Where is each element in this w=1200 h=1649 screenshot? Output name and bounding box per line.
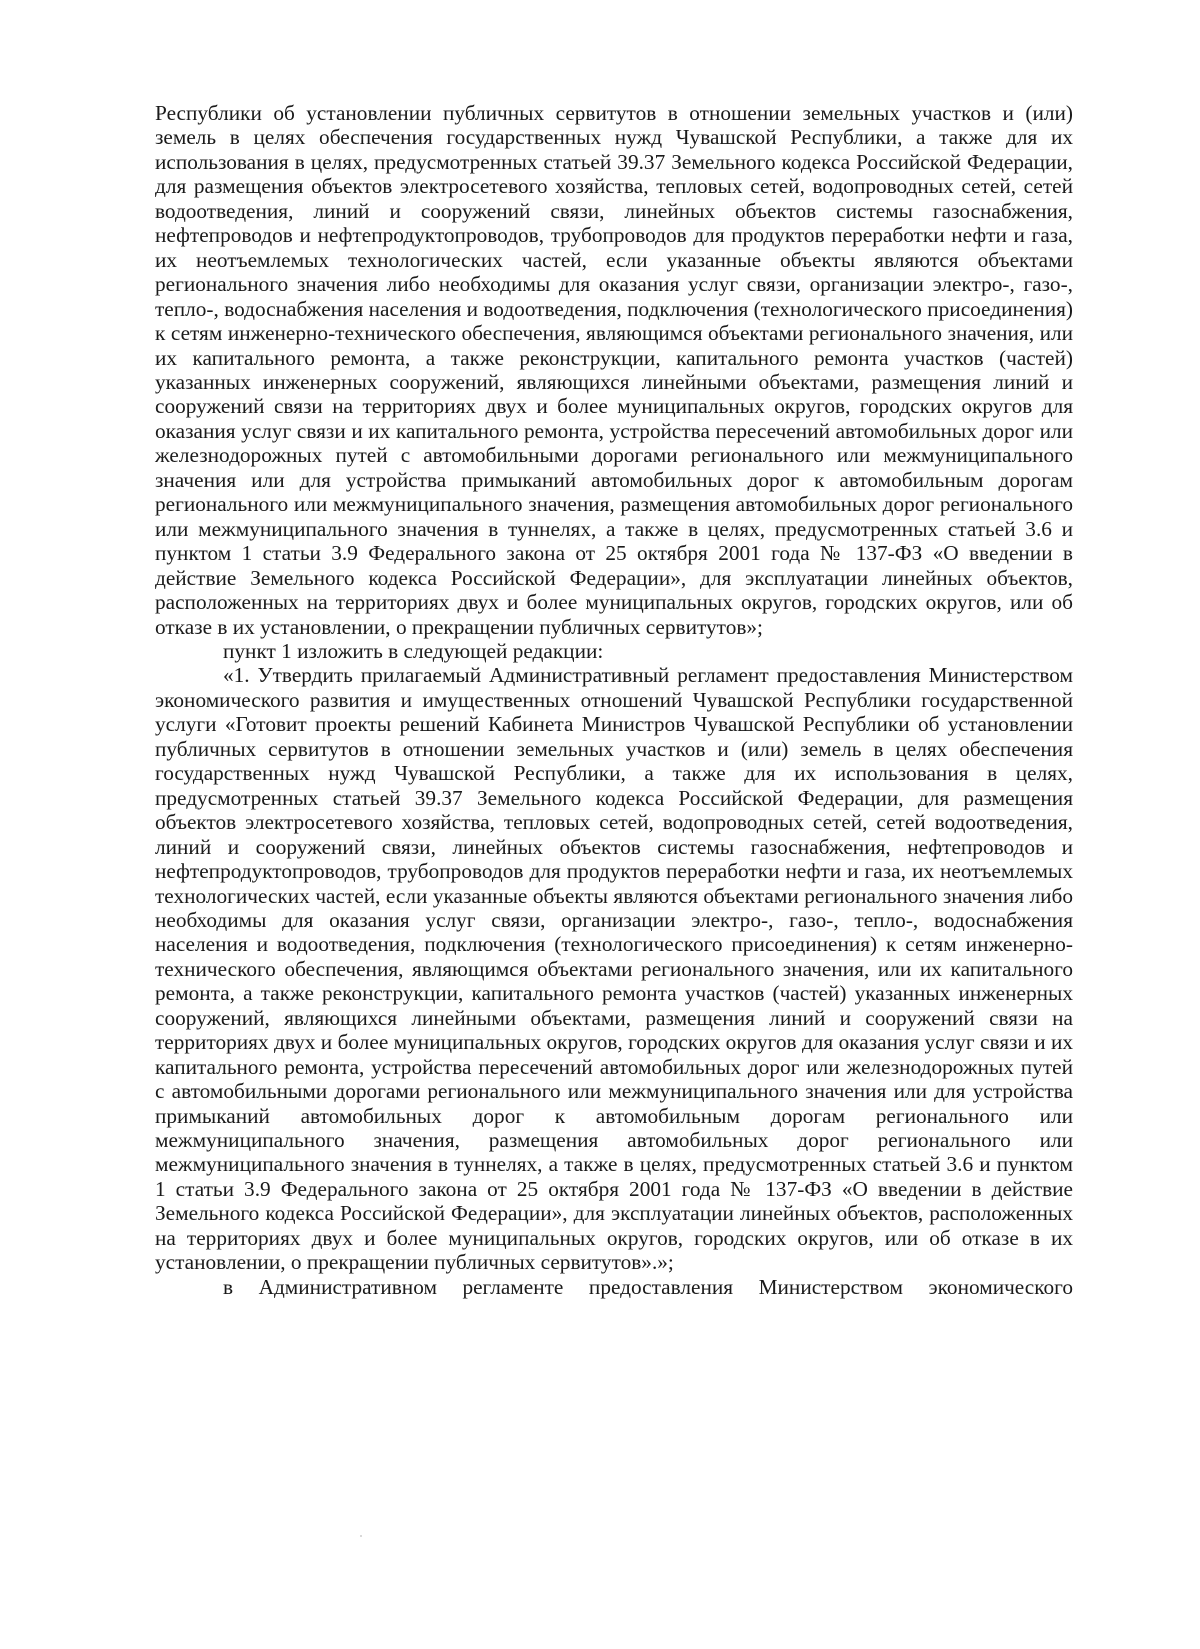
scan-speck <box>360 1535 362 1537</box>
paragraph-regulation-start: в Административном регламенте предоставления Министерством экономического <box>223 1274 1073 1299</box>
paragraph-continuation: Республики об установлении публичных сервитутов в отношении земельных участков и (или) земель в целях обеспечения государственных нужд Чувашской Республики, а также для их использования в целях, предусмотренных статьей 39.37 Земельного кодекса Российской Федерации, для размещения объектов электросетевого хозяйства, тепловых сетей, водопроводных сетей, сетей водоотведения, линий и сооружений связи, линейных объектов системы газоснабжения, нефтепроводов и нефтепродуктопроводов, трубопроводов для продуктов переработки нефти и газа, их неотъемлемых технологических частей, если указанные объекты являются объектами регионального значения либо необходимы для оказания услуг связи, организации электро-, газо-, тепло-, водоснабжения населения и водоотведения, подключения (технологического присоединения) к сетям инженерно-технического обеспечения, являющимся объектами регионального значения, или их капитального ремонта, а также реконструкции, капитального ремонта участков (частей) указанных инженерных сооружений, являющихся линейными объектами, размещения линий и сооружений связи на территориях двух и более муниципальных округов, городских округов для оказания услуг связи и их капитального ремонта, устройства пересечений автомобильных дорог или железнодорожных путей с автомобильными дорогами регионального или межмуниципального значения или для устройства примыканий автомобильных дорог к автомобильным дорогам регионального или межмуниципального значения, размещения автомобильных дорог регионального или межмуниципального значения в туннелях, а также в целях, предусмотренных статьей 3.6 и пунктом 1 статьи 3.9 Федерального закона от 25 октября 2001 года № 137-ФЗ «О введении в действие Земельного кодекса Российской Федерации», для эксплуатации линейных объектов, расположенных на территориях двух и более муниципальных округов, городских округов, или об отказе в их установлении, о прекращении публичных сервитутов»; <box>155 101 1073 639</box>
paragraph-instruction: пункт 1 изложить в следующей редакции: <box>223 638 604 663</box>
document-body <box>155 101 1073 1299</box>
paragraph-new-wording: «1. Утвердить прилагаемый Административный регламент предоставления Министерством экономического развития и имущественных отношений Чувашской Республики государственной услуги «Готовит проекты решений Кабинета Министров Чувашской Республики об установлении публичных сервитутов в отношении земельных участков и (или) земель в целях обеспечения государственных нужд Чувашской Республики, а также для их использования в целях, предусмотренных статьей 39.37 Земельного кодекса Российской Федерации, для размещения объектов электросетевого хозяйства, тепловых сетей, водопроводных сетей, сетей водоотведения, линий и сооружений связи, линейных объектов системы газоснабжения, нефтепроводов и нефтепродуктопроводов, трубопроводов для продуктов переработки нефти и газа, их неотъемлемых технологических частей, если указанные объекты являются объектами регионального значения либо необходимы для оказания услуг связи, организации электро-, газо-, тепло-, водоснабжения населения и водоотведения, подключения (технологического присоединения) к сетям инженерно-технического обеспечения, являющимся объектами регионального значения, или их капитального ремонта, а также реконструкции, капитального ремонта участков (частей) указанных инженерных сооружений, являющихся линейными объектами, размещения линий и сооружений связи на территориях двух и более муниципальных округов, городских округов для оказания услуг связи и их капитального ремонта, устройства пересечений автомобильных дорог или железнодорожных путей с автомобильными дорогами регионального или межмуниципального значения или для устройства примыканий автомобильных дорог к автомобильным дорогам регионального или межмуниципального значения, размещения автомобильных дорог регионального или межмуниципального значения в туннелях, а также в целях, предусмотренных статьей 3.6 и пунктом 1 статьи 3.9 Федерального закона от 25 октября 2001 года № 137-ФЗ «О введении в действие Земельного кодекса Российской Федерации», для эксплуатации линейных объектов, расположенных на территориях двух и более муниципальных округов, городских округов, или об отказе в их установлении, о прекращении публичных сервитутов».»; <box>155 663 1073 1275</box>
